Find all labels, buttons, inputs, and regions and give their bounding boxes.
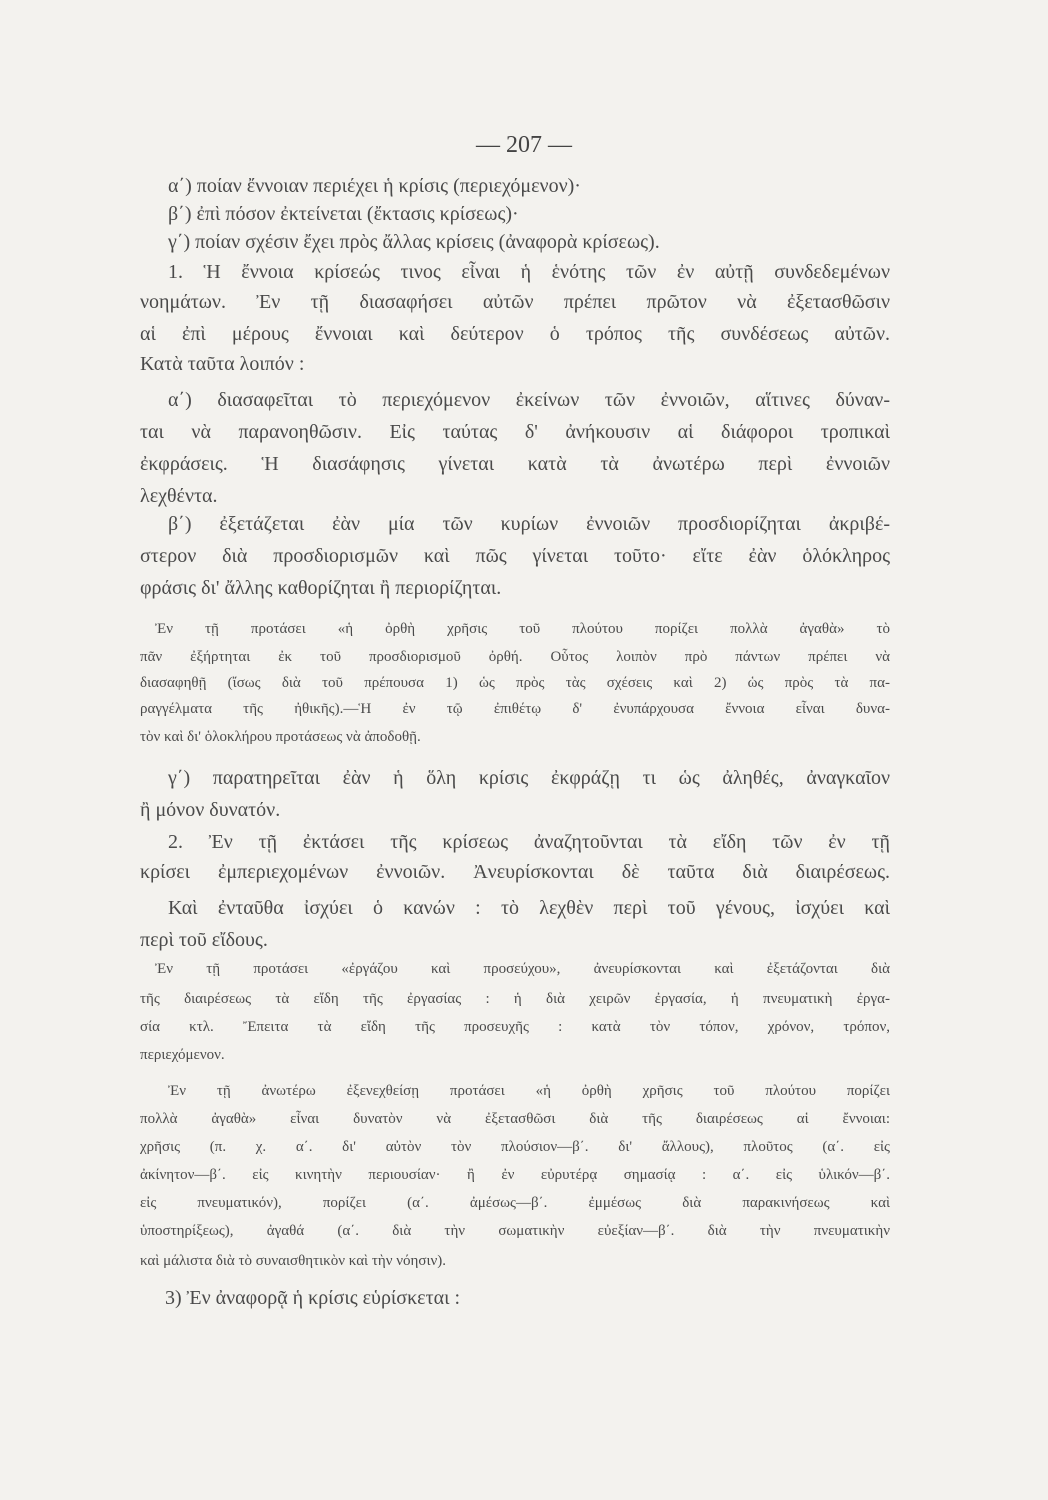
text-line: 1. Ἡ ἔννοια κρίσεώς τινος εἶναι ἡ ἑνότης τῶν ἐν αὐτῇ συνδεδεμένων xyxy=(168,261,890,283)
text-line: α΄) διασαφεῖται τὸ περιεχόμενον ἐκείνων τῶν ἐννοιῶν, αἵτινες δύναν- xyxy=(168,389,890,411)
page-number: — 207 — xyxy=(476,132,572,158)
text-line: φράσις δι' ἄλλης καθορίζηται ἢ περιορίζηται. xyxy=(140,577,502,599)
text-line: στερον διὰ προσδιορισμῶν καὶ πῶς γίνεται τοῦτο· εἴτε ἐὰν ὁλόκληρος xyxy=(140,545,890,567)
text-line: χρῆσις (π. χ. α΄. δι' αὐτὸν τὸν πλούσιον—β΄. δι' ἄλλους), πλοῦτος (α΄. εἰς xyxy=(140,1139,890,1155)
text-line: πᾶν ἐξήρτηται ἐκ τοῦ προσδιορισμοῦ ὀρθή. Οὗτος λοιπὸν πρὸ πάντων πρέπει νὰ xyxy=(140,649,890,665)
text-line: ὑποστηρίξεως), ἀγαθά (α΄. διὰ τὴν σωματικὴν εὐεξίαν—β΄. διὰ τὴν πνευματικὴν xyxy=(140,1223,890,1239)
text-line: περιεχόμενον. xyxy=(140,1047,225,1063)
text-line: γ΄) ποίαν σχέσιν ἔχει πρὸς ἄλλας κρίσεις (ἀναφορὰ κρίσεως). xyxy=(168,231,660,253)
text-line: Ἐν τῇ ἀνωτέρω ἐξενεχθείσῃ προτάσει «ἡ ὀρθὴ χρῆσις τοῦ πλούτου πορίζει xyxy=(168,1083,890,1099)
text-line: β΄) ἐξετάζεται ἐὰν μία τῶν κυρίων ἐννοιῶν προσδιορίζηται ἀκριβέ- xyxy=(168,513,890,535)
text-line: Καὶ ἐνταῦθα ἰσχύει ὁ κανών : τὸ λεχθὲν περὶ τοῦ γένους, ἰσχύει καὶ xyxy=(168,897,890,919)
text-line: Κατὰ ταῦτα λοιπόν : xyxy=(140,353,305,375)
text-line: 2. Ἐν τῇ ἐκτάσει τῆς κρίσεως ἀναζητοῦνται τὰ εἴδη τῶν ἐν τῇ xyxy=(168,831,890,853)
text-line: 3) Ἐν ἀναφορᾷ ἡ κρίσις εὑρίσκεται : xyxy=(165,1287,461,1309)
text-line: νοημάτων. Ἐν τῇ διασαφήσει αὐτῶν πρέπει πρῶτον νὰ ἐξετασθῶσιν xyxy=(140,291,890,313)
text-line: γ΄) παρατηρεῖται ἐὰν ἡ ὅλη κρίσις ἐκφράζῃ τι ὡς ἀληθές, ἀναγκαῖον xyxy=(168,767,890,789)
text-line: λεχθέντα. xyxy=(140,485,218,507)
text-line: καὶ μάλιστα διὰ τὸ συναισθητικὸν καὶ τὴν νόησιν). xyxy=(140,1253,447,1269)
text-line: σία κτλ. Ἔπειτα τὰ εἴδη τῆς προσευχῆς : κατὰ τὸν τόπον, χρόνον, τρόπον, xyxy=(140,1019,890,1035)
text-line: τὸν καὶ δι' ὁλοκλήρου προτάσεως νὰ ἀποδοθῇ. xyxy=(140,729,421,745)
text-line: αἱ ἐπὶ μέρους ἔννοιαι καὶ δεύτερον ὁ τρόπος τῆς συνδέσεως αὐτῶν. xyxy=(140,323,890,345)
text-line: α΄) ποίαν ἔννοιαν περιέχει ἡ κρίσις (περιεχόμενον)· xyxy=(168,175,581,197)
text-line: ἀκίνητον—β΄. εἰς κινητὴν περιουσίαν· ἢ ἐν εὐρυτέρᾳ σημασίᾳ : α΄. εἰς ὑλικόν—β΄. xyxy=(140,1167,890,1183)
text-line: β΄) ἐπὶ πόσον ἐκτείνεται (ἔκτασις κρίσεως)· xyxy=(168,203,519,225)
text-line: Ἐν τῇ προτάσει «ἐργάζου καὶ προσεύχου», ἀνευρίσκονται καὶ ἐξετάζονται διὰ xyxy=(155,961,890,977)
text-line: ραγγέλματα τῆς ἠθικῆς).—Ἡ ἐν τῷ ἐπιθέτῳ δ' ἐνυπάρχουσα ἔννοια εἶναι δυνα- xyxy=(140,701,890,717)
text-line: Ἐν τῇ προτάσει «ἡ ὀρθὴ χρῆσις τοῦ πλούτου πορίζει πολλὰ ἀγαθὰ» τὸ xyxy=(155,621,890,637)
text-line: ἢ μόνον δυνατόν. xyxy=(140,799,281,821)
text-line: ται νὰ παρανοηθῶσιν. Εἰς ταύτας δ' ἀνήκουσιν αἱ διάφοροι τροπικαὶ xyxy=(140,421,890,443)
text-line: τῆς διαιρέσεως τὰ εἴδη τῆς ἐργασίας : ἡ διὰ χειρῶν ἐργασία, ἡ πνευματικὴ ἐργα- xyxy=(140,991,890,1007)
text-line: ἐκφράσεις. Ἡ διασάφησις γίνεται κατὰ τὰ ἀνωτέρω περὶ ἐννοιῶν xyxy=(140,453,890,475)
text-line: πολλὰ ἀγαθὰ» εἶναι δυνατὸν νὰ ἐξετασθῶσι διὰ τῆς διαιρέσεως αἱ ἔννοιαι: xyxy=(140,1111,890,1127)
text-line: διασαφηθῇ (ἴσως διὰ τοῦ πρέπουσα 1) ὡς πρὸς τὰς σχέσεις καὶ 2) ὡς πρὸς τὰ πα- xyxy=(140,675,890,691)
text-line: εἰς πνευματικόν), πορίζει (α΄. ἀμέσως—β΄. ἐμμέσως διὰ παρακινήσεως καὶ xyxy=(140,1195,890,1211)
text-line: κρίσει ἐμπεριεχομένων ἐννοιῶν. Ἀνευρίσκονται δὲ ταῦτα διὰ διαιρέσεως. xyxy=(140,861,890,883)
text-line: περὶ τοῦ εἴδους. xyxy=(140,929,268,951)
